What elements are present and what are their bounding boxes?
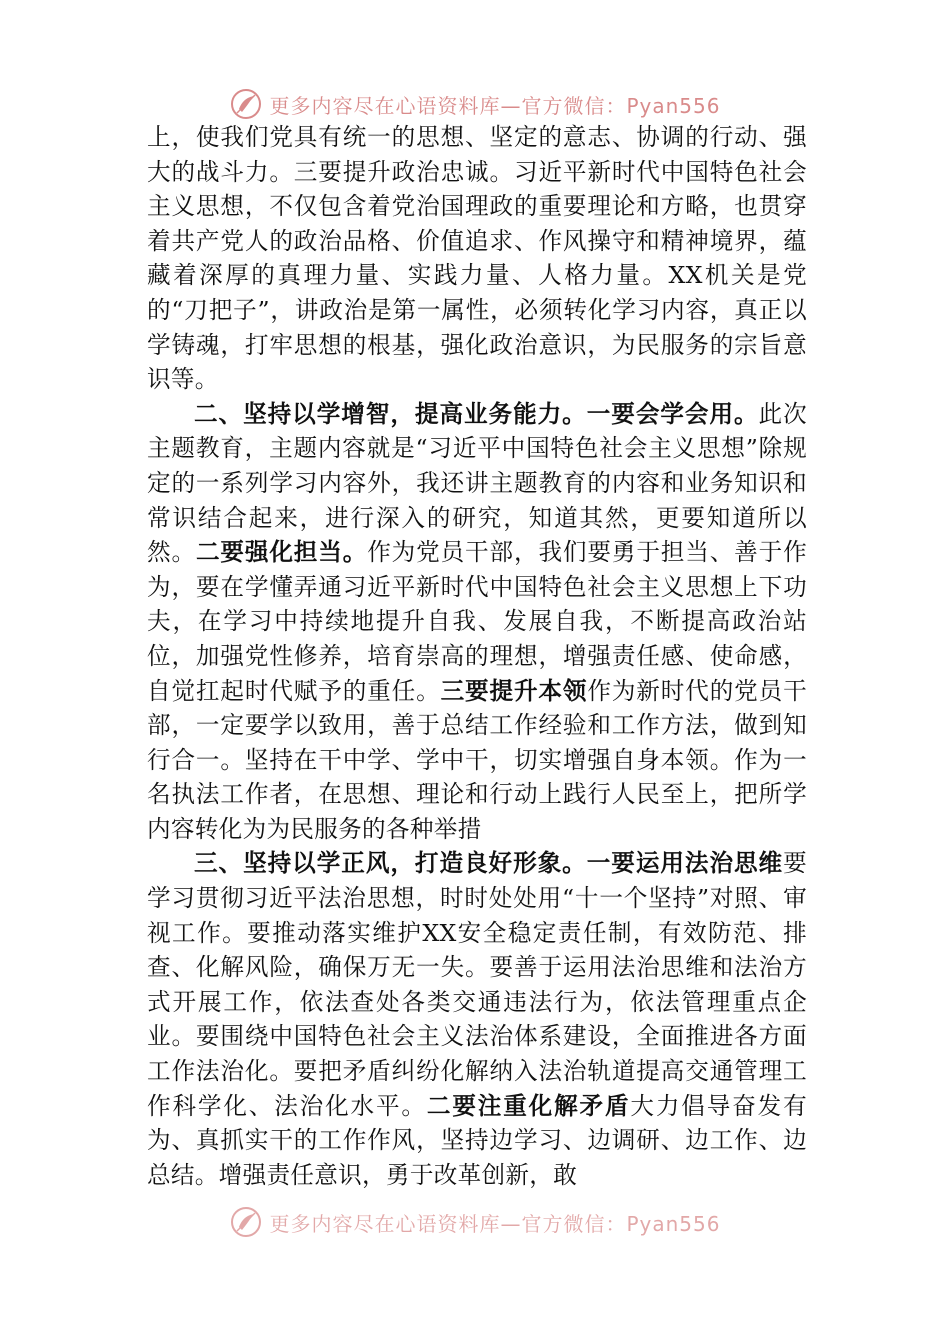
header-watermark bbox=[0, 84, 950, 124]
text-run: 大力倡导奋发有为、真抓实干的工作作风，坚持边学习、边调研、边工作、边总结。增强责任意识，勇于改革创新，敢 bbox=[147, 1091, 807, 1189]
seal-logo-icon bbox=[229, 1205, 263, 1239]
seal-logo-icon bbox=[229, 87, 263, 121]
text-run: 此次主题教育，主题内容就是“习近平中国特色社会主义思想”除规定的一系列学习内容外，我还讲主题教育的内容和业务知识和常识结合起来，进行深入的研究，知道其然，更要知道所以然。 bbox=[147, 399, 807, 567]
bold-heading-run: 二要强化担当。 bbox=[195, 538, 368, 567]
text-run: 要学习贯彻习近平法治思想，时时处处用“十一个坚持”对照、审视工作。要推动落实维护XX安全稳定责任制，有效防范、排查、化解风险，确保万无一失。要善于运用法治思维和法治方式开展工作，依法查处各类交通违法行为，依法管理重点企业。要围绕中国特色社会主义法治体系建设，全面推进各方面工作法治化。要把矛盾纠纷化解纳入法治轨道提高交通管理工作科学化、法治化水平。 bbox=[147, 849, 807, 1120]
footer-watermark bbox=[0, 1202, 950, 1242]
watermark-text: 更多内容尽在心语资料库—官方微信：Pyan556 bbox=[269, 93, 721, 118]
text-run: 上，使我们党具有统一的思想、坚定的意志、协调的行动、强大的战斗力。三要提升政治忠诚。习近平新时代中国特色社会主义思想，不仅包含着党治国理政的重要理论和方略，也贯穿着共产党人的政治品格、价值追求、作风操守和精神境界，蕴藏着深厚的真理力量、实践力量、人格力量。XX机关是党的“刀把子”，讲政治是第一属性，必须转化学习内容，真正以学铸魂，打牢思想的根基，强化政治意识，为民服务的宗旨意识等。 bbox=[147, 123, 807, 394]
paragraph-p2 bbox=[147, 397, 807, 847]
bold-heading-run: 二、坚持以学增智，提高业务能力。一要会学会用。 bbox=[194, 399, 759, 428]
paragraph-p3 bbox=[147, 846, 807, 1192]
document-body bbox=[147, 120, 807, 1192]
text-run: 作为党员干部，我们要勇于担当、善于作为，要在学懂弄通习近平新时代中国特色社会主义思想上下功夫，在学习中持续地提升自我、发展自我，不断提高政治站位，加强党性修养，培育崇高的理想，增强责任感、使命感，自觉扛起时代赋予的重任。 bbox=[147, 538, 807, 705]
bold-heading-run: 二要注重化解矛盾 bbox=[426, 1091, 631, 1120]
bold-heading-run: 三、坚持以学正风，打造良好形象。一要运用法治思维 bbox=[194, 849, 784, 878]
watermark-text: 更多内容尽在心语资料库—官方微信：Pyan556 bbox=[269, 1211, 721, 1236]
paragraph-p1 bbox=[147, 120, 807, 397]
bold-heading-run: 三要提升本领 bbox=[440, 676, 588, 705]
text-run: 作为新时代的党员干部，一定要学以致用，善于总结工作经验和工作方法，做到知行合一。坚持在干中学、学中干，切实增强自身本领。作为一名执法工作者，在思想、理论和行动上践行人民至上，把所学内容转化为为民服务的各种举措 bbox=[147, 676, 807, 843]
